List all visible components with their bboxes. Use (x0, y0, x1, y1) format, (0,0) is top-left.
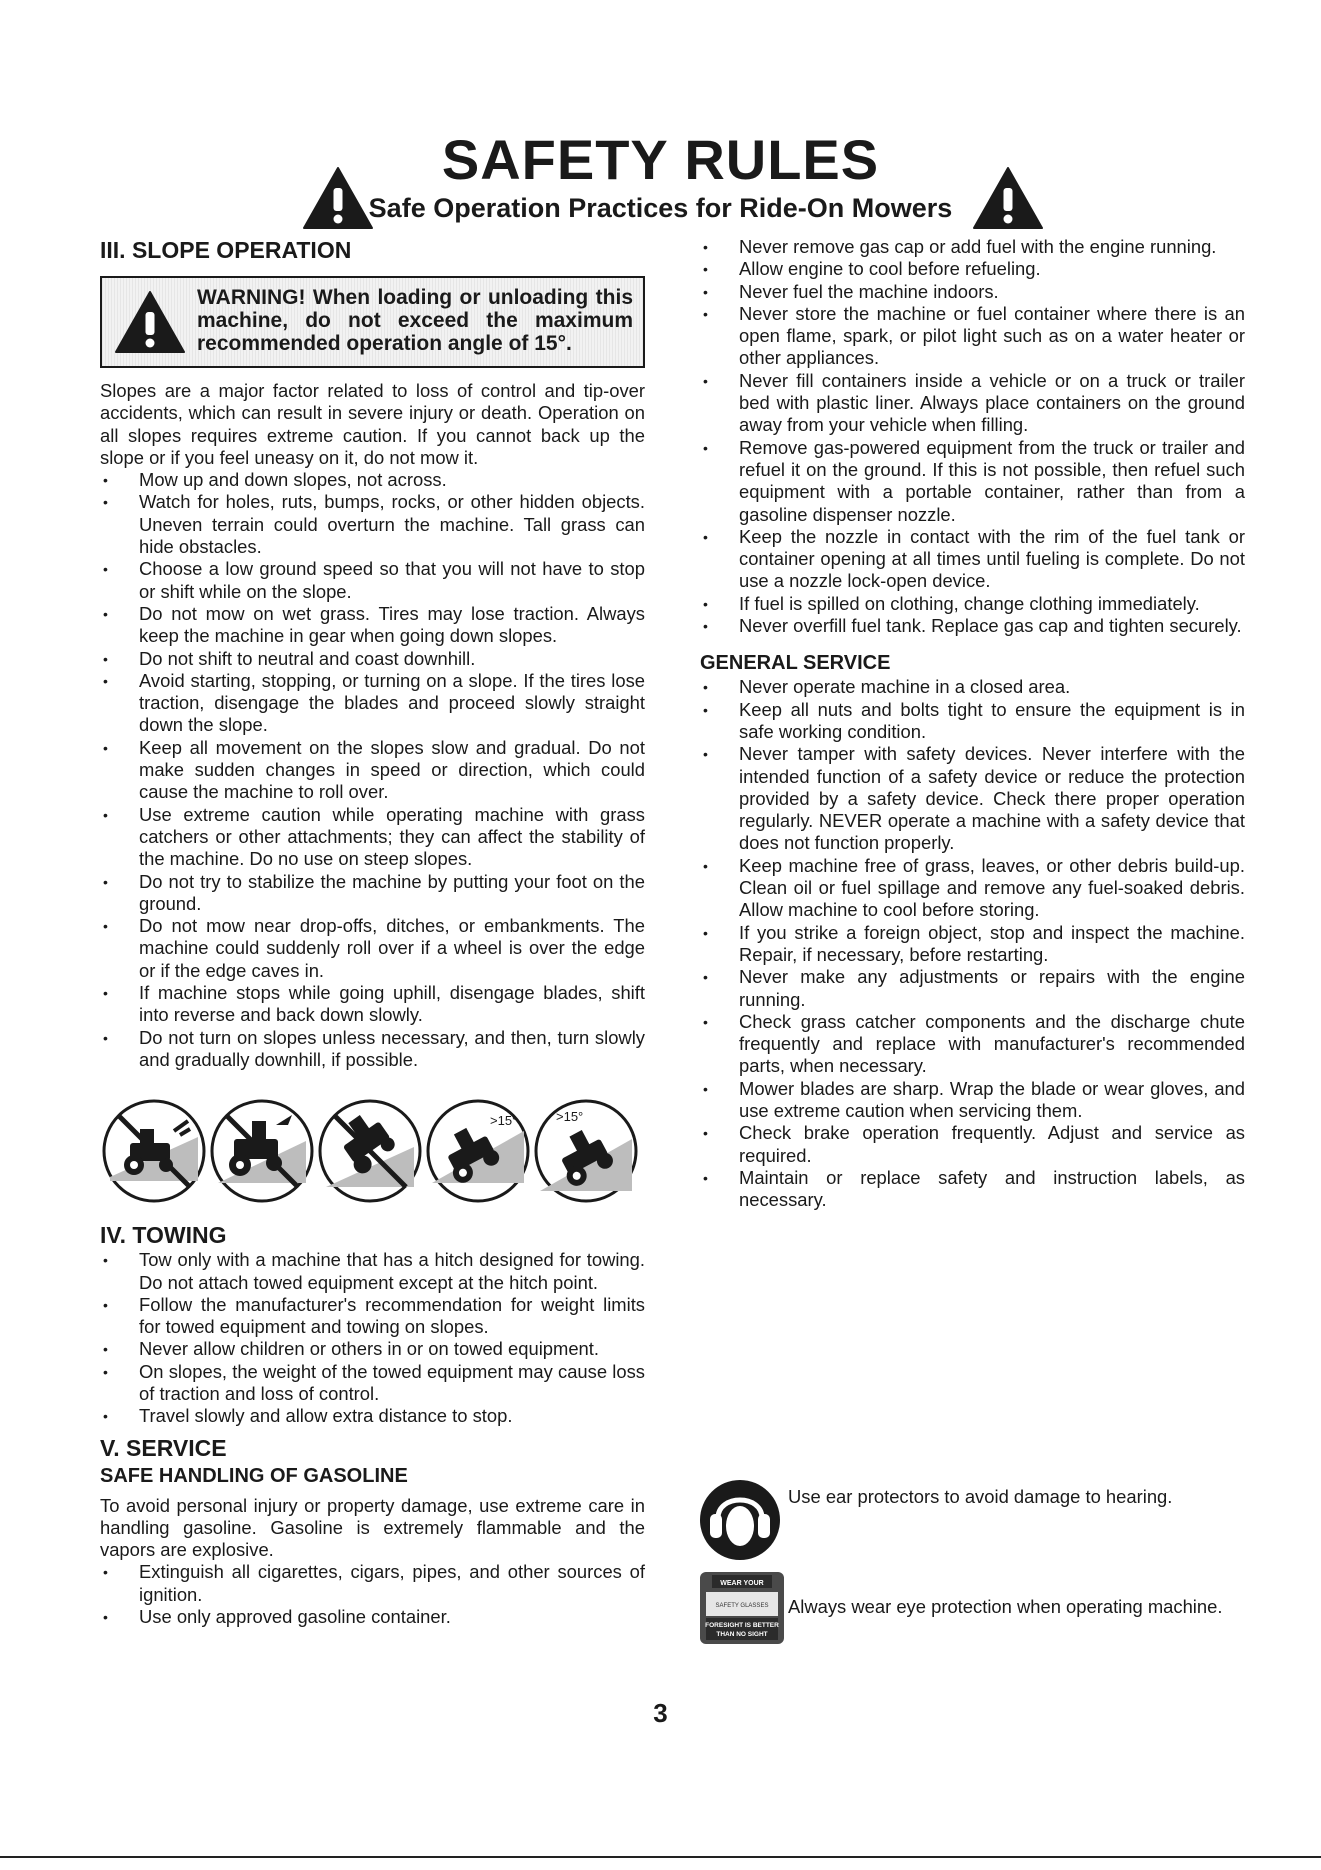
bullet-icon: • (703, 679, 708, 696)
list-item (700, 1167, 1245, 1212)
list-item (700, 370, 1245, 437)
page-subtitle: Safe Operation Practices for Ride-On Mowers (368, 193, 953, 223)
gasoline-list-left (100, 1561, 645, 1628)
bullet-icon: • (703, 1125, 708, 1142)
warning-triangle-icon (972, 166, 1044, 230)
list-item (700, 236, 1245, 258)
list-item-text: Maintain or replace safety and instruction labels, as necessary. (739, 1166, 1245, 1211)
list-item-text: Avoid starting, stopping, or turning on a slope. If the tires lose traction, disengage the blades and proceed slowly straight down the slope. (139, 669, 645, 736)
list-item (700, 281, 1245, 303)
bullet-icon: • (703, 305, 708, 322)
list-item-text: Keep all movement on the slopes slow and gradual. Do not make sudden changes in speed or direction, which could cause the machine to roll over. (139, 736, 645, 803)
list-item-text: Extinguish all cigarettes, cigars, pipes, and other sources of ignition. (139, 1561, 645, 1605)
no-tip-over-icon (316, 1091, 424, 1207)
list-item (100, 982, 645, 1027)
bullet-icon: • (103, 1296, 108, 1313)
list-item (100, 1338, 645, 1360)
list-item (100, 1027, 645, 1072)
bullet-icon: • (103, 1564, 108, 1581)
list-item-text: Never overfill fuel tank. Replace gas cap and tighten securely. (739, 615, 1242, 637)
sign-text-line2: SAFETY GLASSES (715, 1603, 769, 1609)
list-item-text: If machine stops while going uphill, disengage blades, shift into reverse and back down slowly. (139, 982, 645, 1026)
list-item-text: Never fill containers inside a vehicle or on a truck or trailer bed with plastic liner. Always place containers on the ground away from your vehicle when filling. (739, 369, 1245, 436)
slope-warning-text: WARNING! When loading or unloading this machine, do not exceed the maximum recommended operation angle of 15°. (197, 286, 633, 355)
list-item-text: Mower blades are sharp. Wrap the blade or wear gloves, and use extreme caution when servicing them. (739, 1077, 1245, 1121)
bullet-icon: • (103, 873, 108, 890)
bullet-icon: • (703, 969, 708, 986)
list-item (700, 303, 1245, 370)
list-item-text: Never store the machine or fuel container where there is an open flame, spark, or pilot light such as on a water heater or other appliances. (739, 302, 1245, 369)
slope-angle-label: >15° (556, 1109, 584, 1125)
list-item (100, 1361, 645, 1406)
list-item-text: If fuel is spilled on clothing, change clothing immediately. (739, 592, 1200, 614)
list-item-text: Do not mow near drop-offs, ditches, or embankments. The machine could suddenly roll over if a wheel is over the edge or if the edge caves in. (139, 915, 645, 981)
list-item-text: Tow only with a machine that has a hitch designed for towing. Do not attach towed equipment except at the hitch point. (139, 1249, 645, 1293)
warning-triangle-icon (302, 166, 374, 230)
gasoline-intro: To avoid personal injury or property damage, use extreme care in handling gasoline. Gasoline is extremely flammable and the vapors are explosive. (100, 1494, 645, 1561)
bullet-icon: • (703, 1080, 708, 1097)
bullet-icon: • (703, 239, 708, 255)
sign-text-line1: WEAR YOUR (720, 1580, 764, 1587)
bullet-icon: • (103, 739, 108, 756)
list-item-text: Never operate machine in a closed area. (739, 676, 1071, 698)
bullet-icon: • (103, 1609, 108, 1626)
bullet-icon: • (103, 605, 108, 622)
right-column (700, 236, 1245, 1211)
list-item-text: Choose a low ground speed so that you will not have to stop or shift while on the slope. (139, 558, 645, 602)
list-item-text: Keep the nozzle in contact with the rim of the fuel tank or container opening at all times until fueling is complete. Do not use a nozzle lock-open device. (739, 525, 1245, 592)
list-item-text: On slopes, the weight of the towed equipment may cause loss of traction and loss of control. (139, 1360, 645, 1404)
list-item-text: Remove gas-powered equipment from the truck or trailer and refuel it on the ground. If this is not possible, then refuel such equipment with a portable container, rather than from a gasoline dispenser nozzle. (739, 436, 1245, 525)
list-item-text: Do not mow on wet grass. Tires may lose traction. Always keep the machine in gear when going down slopes. (139, 602, 645, 647)
bullet-icon: • (103, 472, 108, 489)
eye-protection-text: Always wear eye protection when operating machine. (788, 1596, 1223, 1617)
bottom-rule (0, 1856, 1321, 1858)
list-item (700, 1011, 1245, 1078)
bullet-icon: • (103, 672, 108, 689)
bullet-icon: • (703, 372, 708, 389)
list-item (100, 1606, 645, 1628)
ear-protection-text: Use ear protectors to avoid damage to hearing. (788, 1486, 1173, 1507)
left-column (100, 236, 645, 1628)
general-service-heading: GENERAL SERVICE (700, 652, 891, 675)
slope-angle-warning-icon (532, 1091, 640, 1207)
list-item-text: Do not shift to neutral and coast downhill. (139, 647, 476, 669)
list-item (100, 1561, 645, 1606)
list-item (100, 915, 645, 982)
bullet-icon: • (103, 918, 108, 935)
list-item-text: Check grass catcher components and the discharge chute frequently and replace with manufacturer's recommended parts, when necessary. (739, 1010, 1245, 1077)
page-number: 3 (653, 1698, 668, 1728)
list-item (100, 1294, 645, 1339)
bullet-icon: • (103, 561, 108, 578)
list-item (100, 670, 645, 737)
towing-heading: IV. TOWING (100, 1222, 227, 1249)
bullet-icon: • (703, 618, 708, 635)
list-item-text: Never make any adjustments or repairs with the engine running. (739, 966, 1245, 1010)
list-item-text: Never allow children or others in or on towed equipment. (139, 1338, 600, 1360)
bullet-icon: • (103, 806, 108, 823)
page-title: SAFETY RULES (441, 128, 880, 191)
bullet-icon: • (703, 595, 708, 612)
list-item (700, 855, 1245, 922)
list-item-text: Follow the manufacturer's recommendation for weight limits for towed equipment and towing on slopes. (139, 1293, 645, 1338)
list-item (100, 648, 645, 670)
list-item (100, 491, 645, 558)
warning-triangle-icon (114, 290, 186, 354)
sign-text-line4: THAN NO SIGHT (716, 1631, 768, 1638)
list-item (100, 558, 645, 603)
slope-angle-label: >15° (490, 1113, 518, 1129)
bullet-icon: • (103, 1341, 108, 1358)
bullet-icon: • (703, 924, 708, 941)
bullet-icon: • (103, 1029, 108, 1046)
bullet-icon: • (703, 528, 708, 545)
list-item (100, 871, 645, 916)
bullet-icon: • (103, 494, 108, 511)
list-item (100, 737, 645, 804)
list-item (100, 804, 645, 871)
list-item-text: Never tamper with safety devices. Never interfere with the intended function of a safety device or reduce the protection provided by a safety device. Check there proper operation regularly. NEVER operate a machine with a safety device that does not function properly. (739, 743, 1245, 854)
list-item (700, 1122, 1245, 1167)
list-item-text: Check brake operation frequently. Adjust and service as required. (739, 1122, 1245, 1166)
slope-intro: Slopes are a major factor related to loss of control and tip-over accidents, which can result in severe injury or death. Operation on all slopes requires extreme caution. If you cannot back up the slope or if you feel uneasy on it, do not mow it. (100, 380, 645, 468)
bullet-icon: • (703, 1013, 708, 1030)
list-item-text: Never remove gas cap or add fuel with the engine running. (739, 236, 1217, 257)
list-item (700, 437, 1245, 526)
bullet-icon: • (103, 1408, 108, 1425)
list-item (100, 1249, 645, 1294)
list-item (700, 615, 1245, 637)
list-item-text: Allow engine to cool before refueling. (739, 258, 1041, 280)
slope-heading: III. SLOPE OPERATION (100, 237, 352, 263)
slope-icons-row (100, 1091, 645, 1211)
list-item (700, 676, 1245, 698)
bullet-icon: • (703, 746, 708, 763)
slope-list (100, 469, 645, 1071)
list-item (700, 1078, 1245, 1123)
list-item-text: Watch for holes, ruts, bumps, rocks, or other hidden objects. Uneven terrain could overturn the machine. Tall grass can hide obstacles. (139, 491, 645, 558)
bullet-icon: • (103, 650, 108, 667)
towing-list (100, 1249, 645, 1427)
list-item (700, 526, 1245, 593)
list-item (100, 469, 645, 491)
list-item-text: Travel slowly and allow extra distance to stop. (139, 1405, 513, 1427)
slope-angle-warning-icon (424, 1091, 532, 1207)
no-turning-on-slope-icon (208, 1091, 316, 1207)
bullet-icon: • (703, 857, 708, 874)
list-item (700, 922, 1245, 967)
bullet-icon: • (103, 1252, 108, 1269)
bullet-icon: • (103, 1363, 108, 1380)
list-item-text: Do not try to stabilize the machine by putting your foot on the ground. (139, 870, 645, 914)
list-item-text: Never fuel the machine indoors. (739, 280, 999, 302)
bullet-icon: • (703, 439, 708, 456)
list-item-text: Keep all nuts and bolts tight to ensure the equipment is in safe working condition. (739, 698, 1245, 742)
list-item (100, 1405, 645, 1427)
ear-protectors-icon (700, 1474, 788, 1566)
list-item (700, 743, 1245, 854)
bullet-icon: • (103, 985, 108, 1002)
list-item-text: Do not turn on slopes unless necessary, and then, turn slowly and gradually downhill, if possible. (139, 1026, 645, 1070)
list-item (700, 593, 1245, 615)
bullet-icon: • (703, 701, 708, 718)
bullet-icon: • (703, 1169, 708, 1186)
list-item (700, 966, 1245, 1011)
list-item-text: Keep machine free of grass, leaves, or other debris build-up. Clean oil or fuel spillage and remove any fuel-soaked debris. Allow machine to cool before storing. (739, 854, 1245, 921)
list-item-text: Use only approved gasoline container. (139, 1606, 451, 1628)
gasoline-heading: SAFE HANDLING OF GASOLINE (100, 1464, 408, 1487)
sign-text-line3: FORESIGHT IS BETTER (705, 1622, 779, 1629)
general-service-list (700, 676, 1245, 1211)
service-heading: V. SERVICE (100, 1434, 227, 1461)
safety-glasses-sign-icon (700, 1572, 784, 1644)
list-item (700, 258, 1245, 280)
list-item-text: Use extreme caution while operating machine with grass catchers or other attachments; they can affect the stability of the machine. Do no use on steep slopes. (139, 803, 645, 870)
list-item-text: If you strike a foreign object, stop and inspect the machine. Repair, if necessary, before restarting. (739, 921, 1245, 965)
no-mowing-across-slope-icon (100, 1091, 208, 1207)
bullet-icon: • (703, 283, 708, 300)
bullet-icon: • (703, 261, 708, 278)
list-item (100, 603, 645, 648)
list-item-text: Mow up and down slopes, not across. (139, 469, 447, 491)
page-header (0, 130, 1321, 230)
slope-warning-box (100, 276, 645, 368)
gasoline-list-right (700, 236, 1245, 637)
list-item (700, 699, 1245, 744)
